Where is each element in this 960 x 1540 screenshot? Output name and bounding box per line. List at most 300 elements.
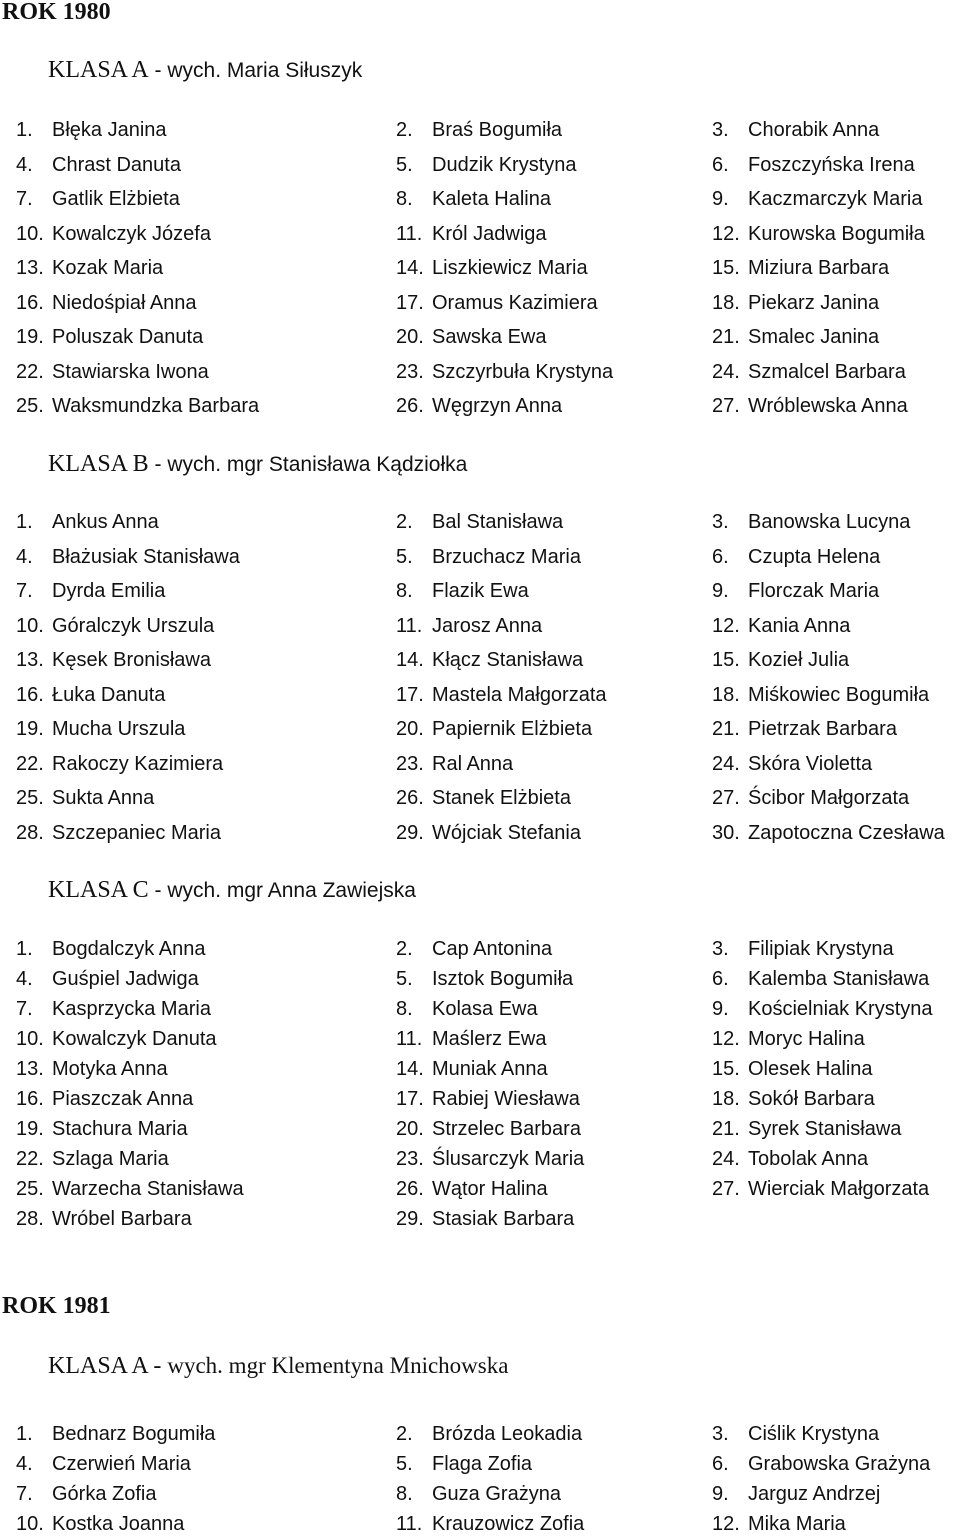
student-list: [0, 116, 960, 427]
class-heading: [48, 1354, 508, 1378]
student-name: Bogdalczyk Anna: [52, 938, 206, 960]
list-item: [0, 220, 380, 255]
class-teacher: - wych. mgr Anna Zawiejska: [148, 879, 416, 902]
list-item: [696, 750, 960, 785]
student-name: Wróblewska Anna: [748, 395, 908, 417]
list-item-number: 6.: [712, 153, 729, 176]
student-name: Górka Zofia: [52, 1483, 157, 1505]
student-name: Kasprzycka Maria: [52, 998, 211, 1020]
student-name: Smalec Janina: [748, 326, 880, 348]
list-item: [696, 1115, 960, 1145]
student-name: Kozieł Julia: [748, 649, 850, 671]
list-item-number: 7.: [16, 998, 33, 1020]
student-name: Brzuchacz Maria: [432, 545, 581, 568]
list-item-number: 12.: [712, 222, 740, 245]
student-name: Pietrzak Barbara: [748, 718, 897, 740]
list-item: [380, 612, 696, 647]
student-name: Bednarz Bogumiła: [52, 1423, 216, 1445]
class-heading: [48, 58, 362, 83]
student-name: Mastela Małgorzata: [432, 683, 607, 706]
student-name: Ścibor Małgorzata: [748, 787, 910, 809]
list-item-number: 2.: [396, 119, 413, 141]
list-item-number: 11.: [396, 222, 423, 245]
list-item-number: 9.: [712, 188, 729, 210]
student-name: Szczepaniec Maria: [52, 821, 221, 844]
student-name: Łuka Danuta: [52, 683, 166, 706]
student-name: Kowalczyk Danuta: [52, 1028, 217, 1050]
list-item: [380, 1055, 696, 1085]
student-name: Czerwień Maria: [52, 1453, 191, 1475]
class-teacher: - wych. mgr Stanisława Kądziołka: [148, 453, 468, 476]
list-item-number: 4.: [16, 968, 33, 990]
list-item-number: 3.: [712, 119, 729, 141]
list-item: [380, 254, 696, 289]
list-item-number: 30.: [712, 821, 740, 844]
list-item: [696, 1175, 960, 1205]
list-item-number: 1.: [16, 511, 33, 533]
student-name: Król Jadwiga: [432, 222, 547, 245]
student-name: Zapotoczna Czesława: [748, 821, 945, 844]
list-item-number: 9.: [712, 1483, 729, 1505]
list-item-number: 25.: [16, 787, 44, 809]
list-item-number: 19.: [16, 1118, 44, 1140]
list-item-number: 23.: [396, 752, 424, 775]
list-item-number: 4.: [16, 1453, 33, 1475]
student-name: Rabiej Wiesława: [432, 1088, 580, 1110]
list-item: [0, 116, 380, 151]
student-name: Filipiak Krystyna: [748, 938, 894, 960]
student-name: Waksmundzka Barbara: [52, 395, 260, 417]
student-name: Miziura Barbara: [748, 257, 890, 279]
student-name: Ral Anna: [432, 752, 514, 775]
list-item: [380, 358, 696, 393]
student-name: Szmalcel Barbara: [748, 360, 906, 383]
student-name: Syrek Stanisława: [748, 1118, 902, 1140]
student-name: Isztok Bogumiła: [432, 968, 574, 990]
list-item-number: 28.: [16, 821, 44, 844]
student-name: Brózda Leokadia: [432, 1423, 583, 1445]
list-item: [0, 784, 380, 819]
student-name: Oramus Kazimiera: [432, 291, 598, 314]
list-item: [696, 392, 960, 427]
list-item-number: 8.: [396, 1483, 413, 1505]
list-item-number: 10.: [16, 614, 44, 637]
list-item-number: 29.: [396, 821, 424, 844]
student-name: Muniak Anna: [432, 1058, 548, 1080]
list-item-number: 27.: [712, 395, 740, 417]
list-item-number: 7.: [16, 1483, 33, 1505]
student-list: [0, 935, 960, 1235]
student-name: Ankus Anna: [52, 511, 159, 533]
student-name: Kurowska Bogumiła: [748, 222, 925, 245]
student-name: Czupta Helena: [748, 545, 881, 568]
student-name: Rakoczy Kazimiera: [52, 752, 224, 775]
class-heading: [48, 452, 467, 477]
list-item: [0, 1510, 380, 1540]
list-item: [0, 1025, 380, 1055]
list-item-number: 15.: [712, 257, 740, 279]
list-item-number: 18.: [712, 683, 740, 706]
list-item-number: 3.: [712, 511, 729, 533]
list-item-number: 5.: [396, 153, 413, 176]
list-item: [0, 543, 380, 578]
list-item: [380, 1115, 696, 1145]
student-name: Stachura Maria: [52, 1118, 188, 1140]
list-item-number: 18.: [712, 1088, 740, 1110]
list-item: [0, 1480, 380, 1510]
student-name: Stanek Elżbieta: [432, 787, 571, 809]
student-name: Kolasa Ewa: [432, 998, 538, 1020]
list-item-number: 18.: [712, 291, 740, 314]
list-item: [380, 784, 696, 819]
list-item: [696, 612, 960, 647]
student-name: Chrast Danuta: [52, 153, 181, 176]
student-name: Motyka Anna: [52, 1058, 168, 1080]
list-item-number: 25.: [16, 395, 44, 417]
list-item: [380, 1450, 696, 1480]
list-item: [380, 1145, 696, 1175]
student-name: Kęsek Bronisława: [52, 649, 211, 671]
list-item: [0, 935, 380, 965]
student-name: Flaga Zofia: [432, 1453, 533, 1475]
list-item: [0, 289, 380, 324]
student-name: Jarguz Andrzej: [748, 1483, 881, 1505]
list-item: [696, 1145, 960, 1175]
student-name: Tobolak Anna: [748, 1148, 869, 1170]
list-item-number: 15.: [712, 1058, 740, 1080]
list-item: [0, 965, 380, 995]
list-item: [380, 935, 696, 965]
list-item: [0, 715, 380, 750]
student-name: Kaczmarczyk Maria: [748, 188, 923, 210]
student-name: Błęka Janina: [52, 119, 167, 141]
student-name: Foszczyńska Irena: [748, 153, 915, 176]
list-item: [696, 819, 960, 854]
list-item: [696, 254, 960, 289]
list-item: [380, 508, 696, 543]
list-item-number: 27.: [712, 787, 740, 809]
list-item: [696, 935, 960, 965]
student-name: Jarosz Anna: [432, 614, 543, 637]
year-heading-1981: ROK 1981: [2, 1293, 111, 1319]
list-item: [696, 1510, 960, 1540]
list-item-number: 16.: [16, 1088, 44, 1110]
student-name: Poluszak Danuta: [52, 326, 204, 348]
student-name: Szczyrbuła Krystyna: [432, 360, 614, 383]
list-item: [0, 358, 380, 393]
student-name: Kostka Joanna: [52, 1513, 185, 1535]
list-item: [0, 1175, 380, 1205]
list-item: [380, 965, 696, 995]
class-name: KLASA A -: [48, 1353, 168, 1379]
student-name: Stasiak Barbara: [432, 1208, 575, 1230]
list-item-number: 23.: [396, 360, 424, 383]
class-name: KLASA B: [48, 451, 149, 477]
list-item: [0, 1055, 380, 1085]
class-heading: [48, 878, 416, 903]
list-item: [0, 1115, 380, 1145]
list-item-number: 11.: [396, 1513, 423, 1535]
list-item-number: 20.: [396, 1118, 424, 1140]
student-name: Flazik Ewa: [432, 580, 529, 602]
list-item-number: 23.: [396, 1148, 424, 1170]
list-item: [380, 289, 696, 324]
list-item-number: 11.: [396, 1028, 423, 1050]
list-item-number: 25.: [16, 1178, 44, 1200]
list-item-number: 7.: [16, 188, 33, 210]
list-item-number: 2.: [396, 938, 413, 960]
list-item-number: 2.: [396, 511, 413, 533]
student-name: Piekarz Janina: [748, 291, 880, 314]
list-item-number: 1.: [16, 938, 33, 960]
student-name: Bal Stanisława: [432, 511, 564, 533]
list-item: [380, 1510, 696, 1540]
list-item: [696, 151, 960, 186]
class-name: KLASA C: [48, 877, 149, 903]
list-item-number: 24.: [712, 360, 740, 383]
list-item: [380, 715, 696, 750]
student-name: Krauzowicz Zofia: [432, 1513, 585, 1535]
list-item-number: 21.: [712, 326, 740, 348]
list-item-number: 19.: [16, 326, 44, 348]
list-item: [0, 185, 380, 220]
list-item-number: 24.: [712, 1148, 740, 1170]
student-name: Strzelec Barbara: [432, 1118, 581, 1140]
student-name: Miśkowiec Bogumiła: [748, 683, 930, 706]
list-item: [0, 750, 380, 785]
class-name: KLASA A: [48, 57, 149, 83]
list-item: [380, 220, 696, 255]
list-item-number: 13.: [16, 257, 44, 279]
list-item: [696, 965, 960, 995]
student-name: Grabowska Grażyna: [748, 1453, 931, 1475]
student-name: Chorabik Anna: [748, 119, 880, 141]
list-item: [380, 116, 696, 151]
student-name: Dyrda Emilia: [52, 580, 166, 602]
list-item-number: 27.: [712, 1178, 740, 1200]
list-item: [0, 254, 380, 289]
list-item-number: 17.: [396, 1088, 424, 1110]
list-item: [696, 715, 960, 750]
list-item: [696, 358, 960, 393]
student-name: Niedośpiał Anna: [52, 291, 197, 314]
list-item: [0, 646, 380, 681]
list-item: [0, 1420, 380, 1450]
student-name: Kalemba Stanisława: [748, 968, 930, 990]
list-item: [696, 289, 960, 324]
list-item: [380, 151, 696, 186]
list-item: [0, 1085, 380, 1115]
list-item-number: 10.: [16, 1513, 44, 1535]
list-item-number: 9.: [712, 998, 729, 1020]
student-name: Liszkiewicz Maria: [432, 257, 588, 279]
list-item-number: 20.: [396, 718, 424, 740]
list-item: [0, 508, 380, 543]
list-item-number: 10.: [16, 1028, 44, 1050]
list-item-number: 2.: [396, 1423, 413, 1445]
list-item-number: 16.: [16, 291, 44, 314]
list-item-number: 4.: [16, 545, 33, 568]
list-item-number: 24.: [712, 752, 740, 775]
list-item-number: 3.: [712, 1423, 729, 1445]
list-item: [696, 577, 960, 612]
student-name: Maślerz Ewa: [432, 1028, 547, 1050]
list-item-number: 11.: [396, 614, 423, 637]
list-item-number: 17.: [396, 291, 424, 314]
list-item-number: 5.: [396, 545, 413, 568]
list-item: [696, 1450, 960, 1480]
list-item-number: 29.: [396, 1208, 424, 1230]
list-item-number: 22.: [16, 360, 44, 383]
list-item-number: 12.: [712, 1513, 740, 1535]
list-item-number: 21.: [712, 718, 740, 740]
list-item: [0, 1205, 380, 1235]
list-item-number: 6.: [712, 968, 729, 990]
student-name: Dudzik Krystyna: [432, 153, 577, 176]
list-item-number: 28.: [16, 1208, 44, 1230]
list-item-number: 22.: [16, 752, 44, 775]
student-name: Wójciak Stefania: [432, 821, 581, 844]
class-teacher: wych. mgr Klementyna Mnichowska: [167, 1353, 509, 1378]
list-item: [0, 323, 380, 358]
student-name: Wierciak Małgorzata: [748, 1178, 930, 1200]
list-item-number: 19.: [16, 718, 44, 740]
student-name: Mika Maria: [748, 1513, 846, 1535]
list-item: [0, 1450, 380, 1480]
list-item: [0, 1145, 380, 1175]
student-name: Skóra Violetta: [748, 752, 873, 775]
student-name: Olesek Halina: [748, 1058, 873, 1080]
list-item: [696, 681, 960, 716]
list-item-number: 9.: [712, 580, 729, 602]
list-item-number: 7.: [16, 580, 33, 602]
student-name: Moryc Halina: [748, 1028, 865, 1050]
list-item-number: 8.: [396, 188, 413, 210]
student-name: Gatlik Elżbieta: [52, 188, 180, 210]
list-item-number: 22.: [16, 1148, 44, 1170]
list-item-number: 8.: [396, 580, 413, 602]
list-item-number: 6.: [712, 545, 729, 568]
list-item-number: 16.: [16, 683, 44, 706]
list-item-number: 26.: [396, 1178, 424, 1200]
list-item: [380, 185, 696, 220]
list-item: [696, 1420, 960, 1450]
student-name: Sukta Anna: [52, 787, 155, 809]
list-item: [696, 1085, 960, 1115]
year-heading-1980: ROK 1980: [2, 0, 111, 25]
list-item-number: 6.: [712, 1453, 729, 1475]
student-name: Mucha Urszula: [52, 718, 186, 740]
list-item: [696, 323, 960, 358]
student-name: Ślusarczyk Maria: [432, 1148, 585, 1170]
list-item-number: 13.: [16, 1058, 44, 1080]
list-item-number: 14.: [396, 1058, 424, 1080]
list-item: [696, 508, 960, 543]
list-item: [696, 220, 960, 255]
list-item-number: 17.: [396, 683, 424, 706]
list-item-number: 10.: [16, 222, 44, 245]
student-name: Papiernik Elżbieta: [432, 718, 593, 740]
list-item-number: 3.: [712, 938, 729, 960]
list-item: [380, 1205, 696, 1235]
list-item: [380, 543, 696, 578]
student-name: Góralczyk Urszula: [52, 614, 215, 637]
list-item: [696, 116, 960, 151]
list-item: [380, 1025, 696, 1055]
list-item-number: 5.: [396, 1453, 413, 1475]
list-item: [380, 1175, 696, 1205]
list-item: [696, 646, 960, 681]
list-item-number: 20.: [396, 326, 424, 348]
student-name: Kania Anna: [748, 614, 851, 637]
list-item: [0, 681, 380, 716]
list-item: [696, 784, 960, 819]
class-teacher: - wych. Maria Siłuszyk: [148, 59, 363, 82]
student-name: Błażusiak Stanisława: [52, 545, 240, 568]
list-item: [0, 612, 380, 647]
list-item-number: 14.: [396, 257, 424, 279]
list-item: [0, 392, 380, 427]
list-item-number: 8.: [396, 998, 413, 1020]
list-item: [696, 1025, 960, 1055]
list-item: [380, 1085, 696, 1115]
student-name: Banowska Lucyna: [748, 511, 911, 533]
list-item: [696, 1480, 960, 1510]
list-item: [380, 323, 696, 358]
list-item: [0, 151, 380, 186]
student-name: Kaleta Halina: [432, 188, 551, 210]
student-name: Kowalczyk Józefa: [52, 222, 211, 245]
student-name: Kozak Maria: [52, 257, 164, 279]
list-item: [380, 750, 696, 785]
list-item: [380, 392, 696, 427]
list-item-number: 1.: [16, 119, 33, 141]
list-item: [696, 543, 960, 578]
list-item-number: 26.: [396, 395, 424, 417]
student-name: Guza Grażyna: [432, 1483, 561, 1505]
student-name: Warzecha Stanisława: [52, 1178, 244, 1200]
list-item: [380, 646, 696, 681]
list-item: [0, 819, 380, 854]
list-item-number: 4.: [16, 153, 33, 176]
student-name: Piaszczak Anna: [52, 1088, 194, 1110]
list-item-number: 1.: [16, 1423, 33, 1445]
student-name: Cap Antonina: [432, 938, 553, 960]
student-name: Kłącz Stanisława: [432, 649, 584, 671]
student-name: Stawiarska Iwona: [52, 360, 209, 383]
student-name: Sokół Barbara: [748, 1088, 875, 1110]
list-item-number: 21.: [712, 1118, 740, 1140]
list-item: [696, 995, 960, 1025]
student-name: Braś Bogumiła: [432, 119, 563, 141]
list-item: [380, 819, 696, 854]
student-name: Ciślik Krystyna: [748, 1423, 880, 1445]
list-item: [380, 1420, 696, 1450]
list-item: [0, 995, 380, 1025]
student-name: Węgrzyn Anna: [432, 395, 563, 417]
list-item: [0, 577, 380, 612]
student-name: Szlaga Maria: [52, 1148, 169, 1170]
list-item-number: 14.: [396, 649, 424, 671]
student-name: Florczak Maria: [748, 580, 880, 602]
list-item: [696, 185, 960, 220]
list-item: [380, 577, 696, 612]
list-item-number: 12.: [712, 614, 740, 637]
list-item-number: 5.: [396, 968, 413, 990]
student-name: Wróbel Barbara: [52, 1208, 192, 1230]
student-list: [0, 508, 960, 853]
student-name: Guśpiel Jadwiga: [52, 968, 199, 990]
